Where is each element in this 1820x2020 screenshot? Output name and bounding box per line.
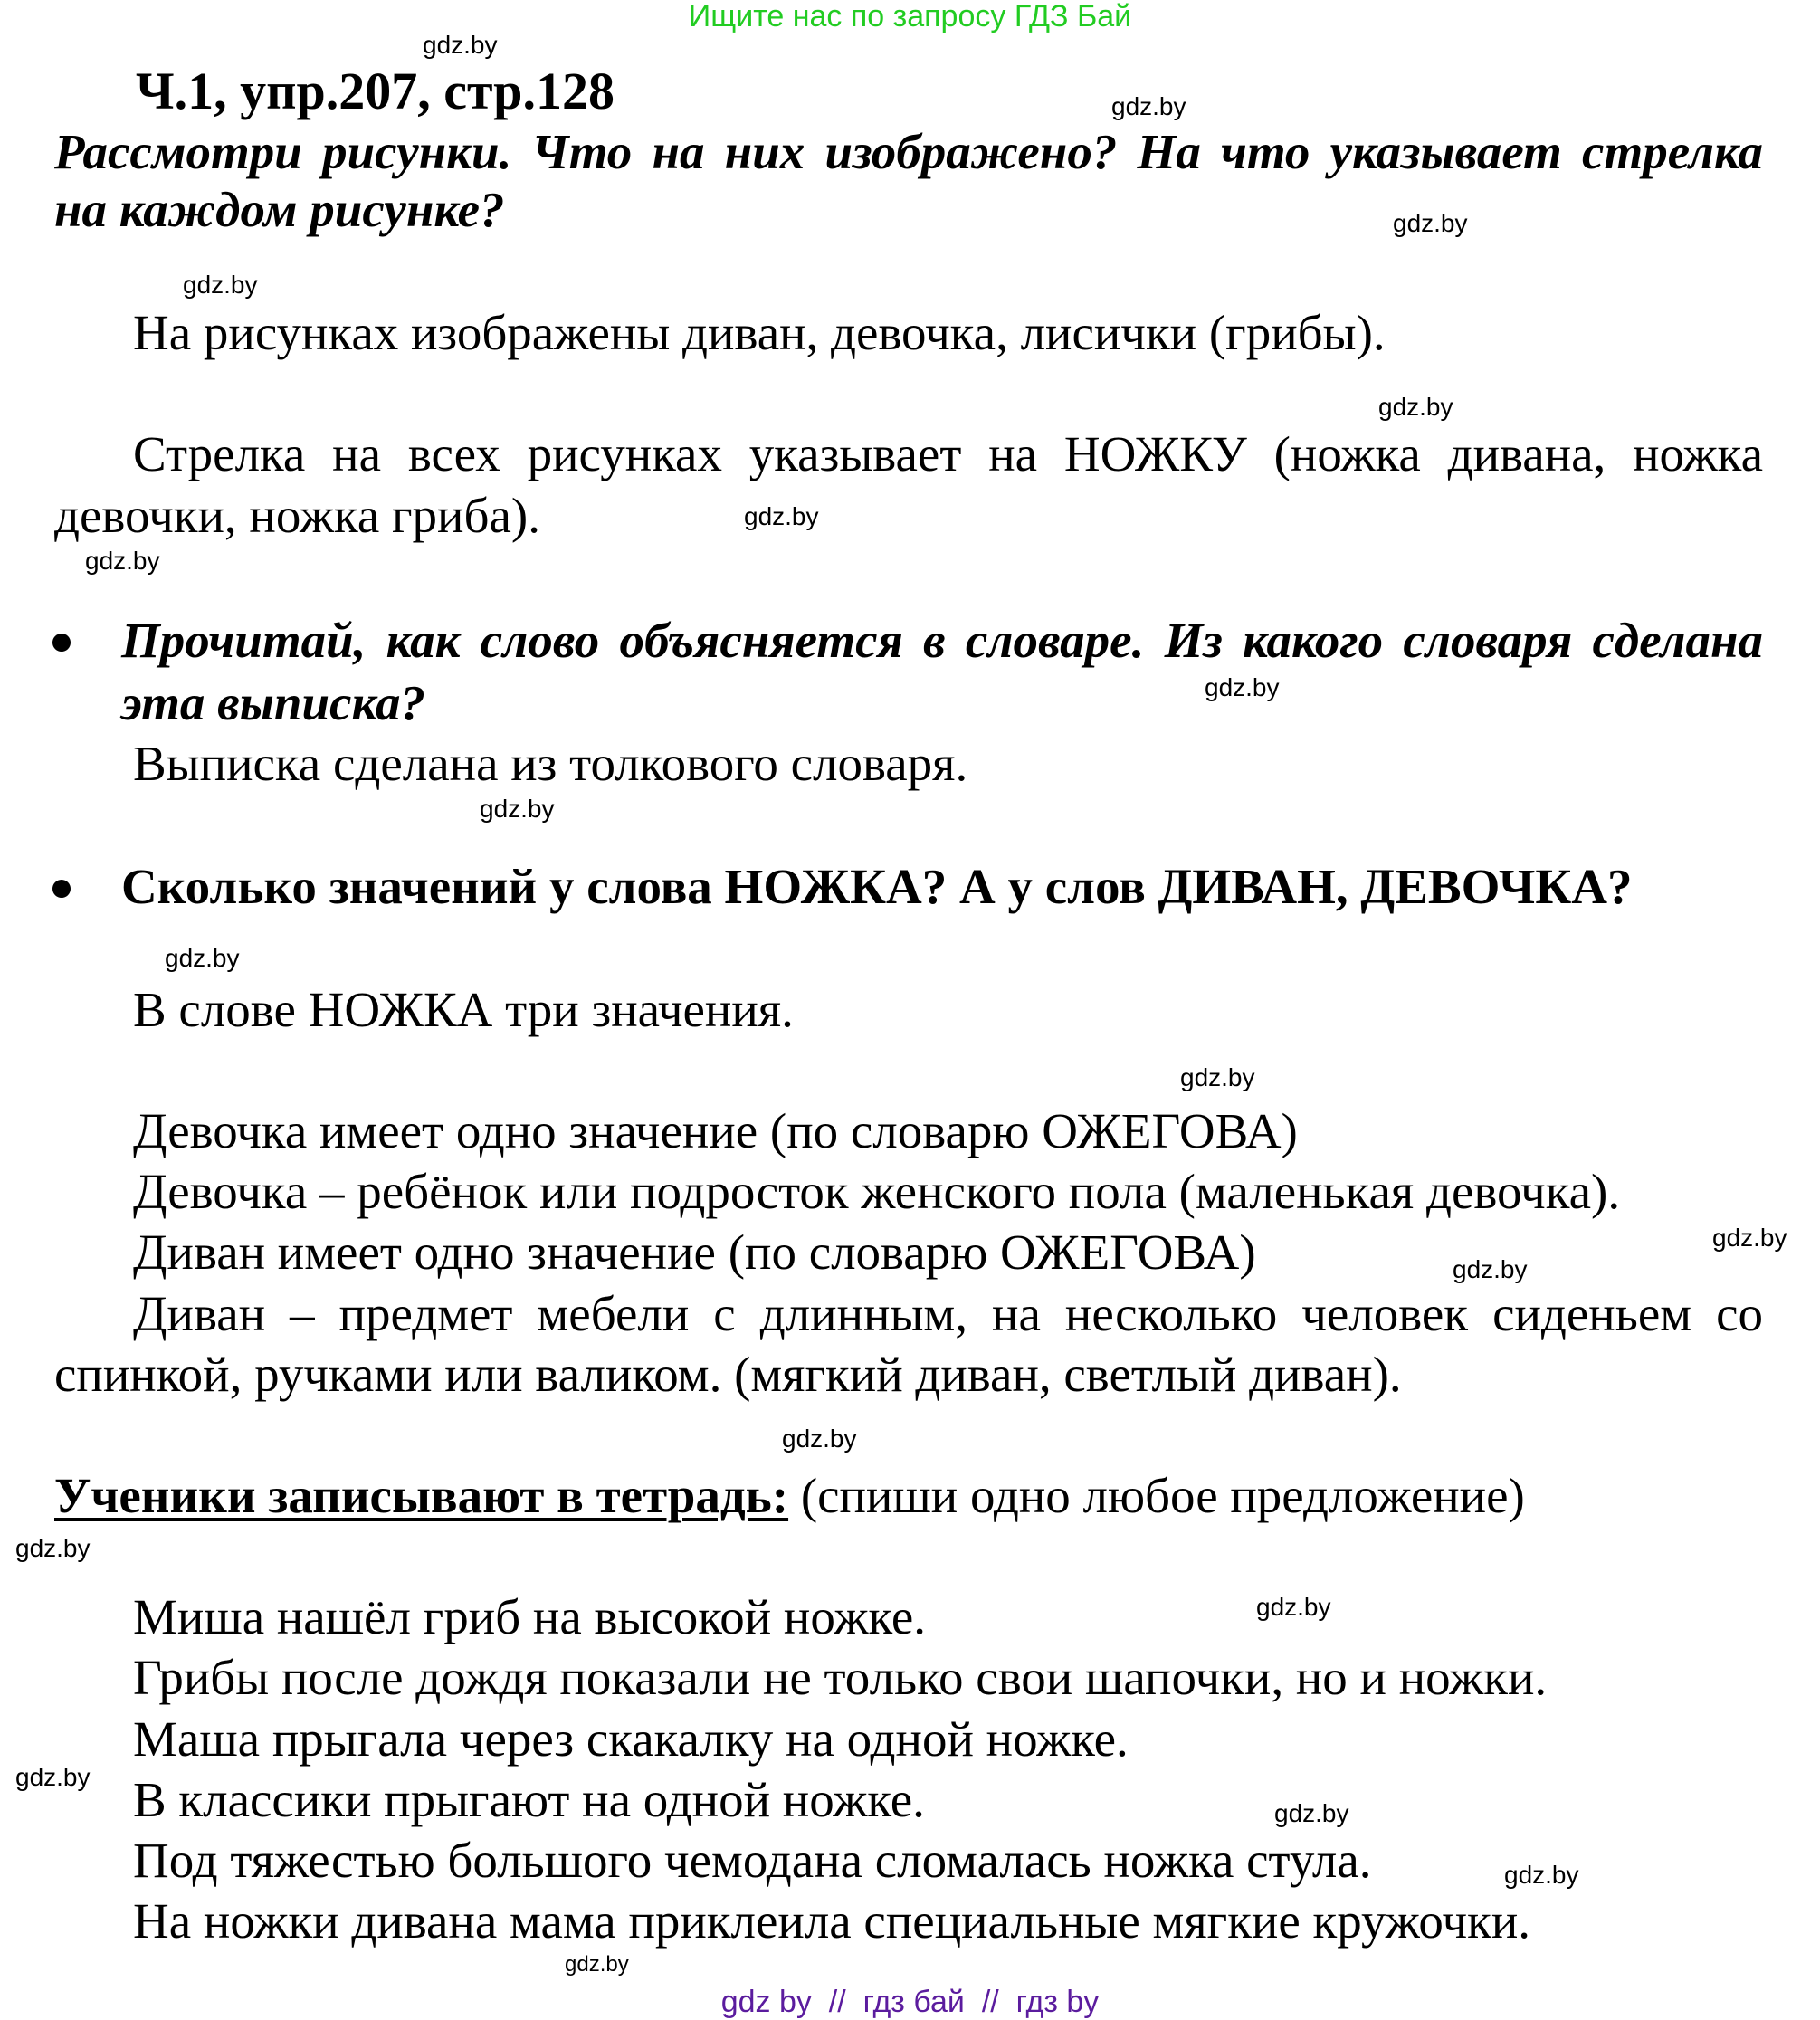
answer-text: Диван имеет одно значение (по словарю ОЖЕГОВА) [133, 1224, 1256, 1280]
answer-text: Девочка имеет одно значение (по словарю ОЖЕГОВА) [133, 1103, 1298, 1158]
task-line: Рассмотри рисунки. Что на них изображено? На что указывает стрелка [54, 124, 1763, 179]
watermark: gdz.by [183, 271, 258, 299]
answer-text: спинкой, ручками или валиком. (мягкий диван, светлый диван). [54, 1347, 1402, 1402]
question-line: эта выписка? [121, 675, 425, 730]
answer-text: Диван – предмет мебели с длинным, на несколько человек сиденьем со [133, 1286, 1763, 1341]
notebook-heading [54, 1466, 1525, 1526]
answer-text: В слове НОЖКА три значения. [133, 982, 794, 1037]
watermark: gdz.by [1393, 209, 1468, 237]
sentence: На ножки дивана мама приклеила специальные мягкие кружочки. [133, 1893, 1531, 1949]
sentence: Грибы после дождя показали не только свои шапочки, но и ножки. [133, 1650, 1548, 1705]
bullet-icon [52, 880, 71, 898]
watermark: gdz.by [15, 1763, 91, 1791]
watermark: gdz.by [423, 31, 498, 59]
watermark: gdz.by [565, 1952, 629, 1977]
top-banner: Ищите нас по запросу ГДЗ Бай [688, 0, 1132, 33]
answer-text: Выписка сделана из толкового словаря. [133, 736, 968, 791]
sentence: Миша нашёл гриб на высокой ножке. [133, 1589, 926, 1644]
question-line: Сколько значений у слова НОЖКА? А у слов ДИВАН, ДЕВОЧКА? [121, 859, 1633, 914]
watermark: gdz.by [85, 547, 160, 575]
watermark: gdz.by [165, 944, 240, 972]
sentence: В классики прыгают на одной ножке. [133, 1772, 925, 1827]
notebook-hint: (спиши одно любое предложение) [800, 1468, 1525, 1523]
watermark: gdz.by [1111, 92, 1186, 120]
answer-text: девочки, ножка гриба). [54, 488, 540, 543]
answer-text: Стрелка на всех рисунках указывает на НОЖКУ (ножка дивана, ножка [133, 426, 1763, 481]
watermark: gdz.by [1378, 393, 1453, 421]
watermark: gdz.by [1205, 673, 1280, 701]
footer-links: gdz by // гдз бай // гдз by [720, 1985, 1100, 2019]
page-title: Ч.1, упр.207, стр.128 [136, 62, 615, 120]
bullet-icon [52, 634, 71, 652]
answer-text: Девочка – ребёнок или подросток женского пола (маленькая девочка). [133, 1164, 1621, 1219]
watermark: gdz.by [782, 1424, 857, 1453]
notebook-label: Ученики записывают в тетрадь: [54, 1468, 789, 1523]
watermark: gdz.by [744, 502, 819, 530]
sentence: Под тяжестью большого чемодана сломалась ножка стула. [133, 1833, 1372, 1888]
task-line: на каждом рисунке? [54, 182, 505, 237]
watermark: gdz.by [1504, 1861, 1579, 1889]
sentence: Маша прыгала через скакалку на одной ножке. [133, 1711, 1129, 1767]
question-line: Прочитай, как слово объясняется в словаре. Из какого словаря сделана [121, 613, 1763, 668]
watermark: gdz.by [1256, 1593, 1331, 1621]
answer-text: На рисунках изображены диван, девочка, лисички (грибы). [133, 305, 1386, 360]
watermark: gdz.by [15, 1534, 91, 1562]
watermark: gdz.by [1180, 1063, 1255, 1091]
watermark: gdz.by [1453, 1255, 1528, 1283]
watermark: gdz.by [1274, 1799, 1349, 1827]
watermark: gdz.by [1712, 1224, 1787, 1252]
watermark: gdz.by [480, 795, 555, 823]
